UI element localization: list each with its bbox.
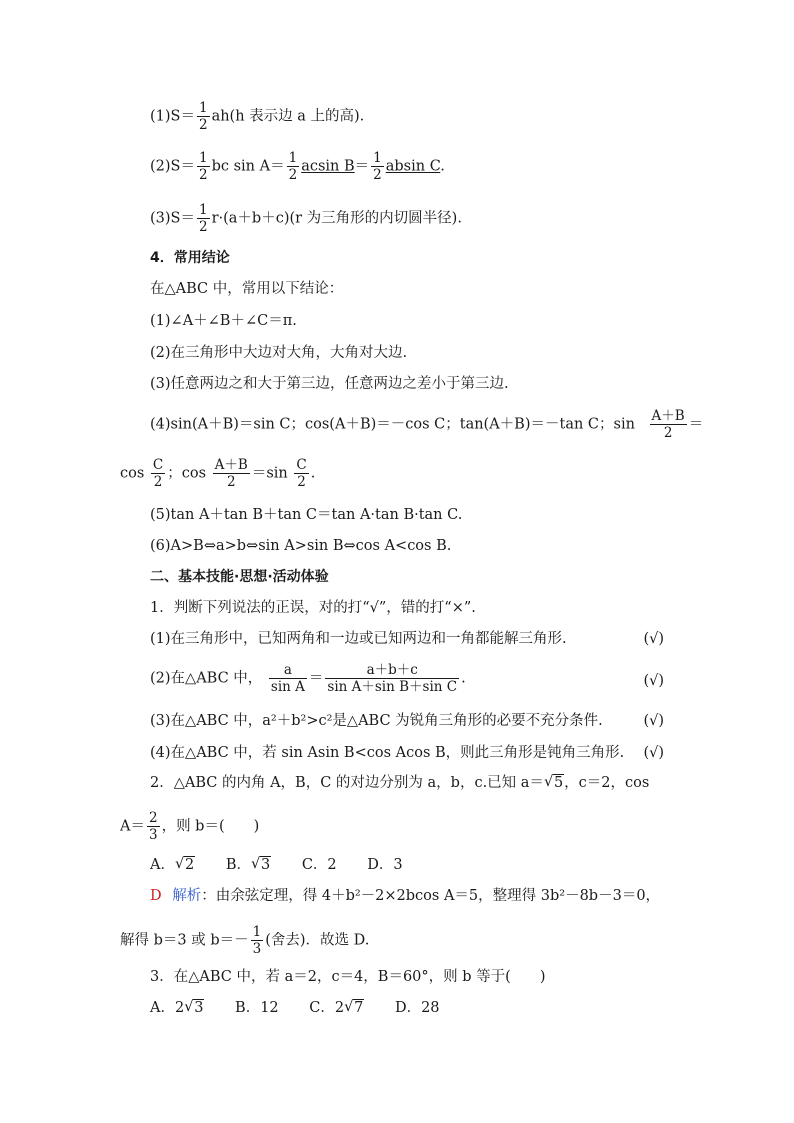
check-mark: (√) [643,713,664,729]
period: . [440,158,445,175]
conclusion-4 [150,408,703,441]
equals: ＝ [688,416,704,433]
formula-text: ；cos [167,465,207,482]
question-1-item-4: (4)在△ABC 中，若 sin Asin B<cos Acos B，则此三角形是钝角三角形. [150,745,625,761]
option-b[interactable]: B．√ 3 [226,857,271,873]
conclusion-3: (3)任意两边之和大于第三边，任意两边之差小于第三边. [150,376,509,392]
sqrt: √ 3 [184,998,204,1018]
check-mark: (√) [643,745,664,761]
option-c[interactable]: C．2 [301,857,337,873]
question-text: ，c＝2，cos [564,775,650,791]
formula-prefix: (1)S＝ [150,108,195,125]
option-a[interactable]: A．2√ 3 [150,1000,204,1016]
option-b[interactable]: B．12 [235,1000,279,1016]
fraction: $\frac{1}{2}$ [198,202,208,235]
conclusion-6: (6)A>B⇔a>b⇔sin A>sin B⇔cos A<cos B. [150,538,452,554]
question-2-solution-continued [120,924,369,957]
question-3-options [150,998,440,1018]
question-text: 2．△ABC 的内角 A，B，C 的对边分别为 a，b，c.已知 a＝ [150,775,544,791]
question-2-continued [120,810,259,843]
fraction: $\frac{a}{\text{sin A}}$ [270,662,305,695]
formula-text: ah(h 表示边 a 上的高). [211,108,365,125]
fraction: $\frac{A+B}{2}$ [214,457,248,490]
formula-text: absin C [385,158,441,175]
question-text: ，则 b＝( ) [161,818,260,835]
item-text: (2)在△ABC 中， [150,670,263,687]
question-2 [150,773,649,793]
sqrt: √ 5 [544,773,564,793]
question-1-item-1 [150,629,664,649]
fraction: $\frac{1}{2}$ [373,150,382,183]
analysis-label: 解析 [172,888,202,904]
conclusion-2: (2)在三角形中大边对大角，大角对大边. [150,345,408,361]
formula-text: bc sin A＝ [211,158,285,175]
paragraph: 在△ABC 中，常用以下结论： [150,281,344,297]
formula-prefix: (3)S＝ [150,210,195,227]
solution-text: (舍去)．故选 D. [265,932,370,949]
sqrt: √ 3 [251,855,271,875]
fraction: $\frac{1}{2}$ [288,150,298,183]
question-2-options [150,855,403,875]
check-mark: (√) [643,673,664,689]
fraction: $\frac{2}{3}$ [148,810,158,843]
option-d[interactable]: D．3 [367,857,403,873]
fraction: $\frac{A+B}{2}$ [651,408,685,441]
formula-text: (4)sin(A＋B)＝sin C；cos(A＋B)＝－cos C；tan(A＋B)＝－tan C；sin [150,416,635,433]
formula-area-1 [150,100,364,133]
solution-text: 解得 b＝3 或 b＝－ [120,932,249,949]
period: . [461,670,466,687]
fraction: $\frac{C}{2}$ [152,457,164,490]
sqrt: √ 7 [344,998,364,1018]
formula-text: ＝sin [251,465,288,482]
conclusion-5: (5)tan A＋tan B＋tan C＝tan A·tan B·tan C. [150,507,463,523]
formula-area-3 [150,202,462,235]
option-c[interactable]: C．2√ 7 [309,1000,364,1016]
fraction: $\frac{1}{2}$ [198,150,208,183]
equals: ＝ [354,158,370,175]
fraction: $\frac{1}{3}$ [252,924,262,957]
solution-text: ：由余弦定理，得 4＋b²－2×2bcos A＝5，整理得 3b²－8b－3＝0， [201,888,661,904]
fraction: $\frac{1}{2}$ [198,100,208,133]
formula-text: r·(a＋b＋c)(r 为三角形的内切圆半径). [211,210,462,227]
option-d[interactable]: D．28 [394,1000,440,1016]
item-text: (1)在三角形中，已知两角和一边或已知两边和一角都能解三角形. [150,631,567,647]
question-1-item-3: (3)在△ABC 中，a²＋b²>c²是△ABC 为锐角三角形的必要不充分条件. [150,713,603,729]
question-2-solution [150,886,660,906]
question-text: A＝ [120,818,145,835]
option-a[interactable]: A．√ 2 [150,857,195,873]
formula-area-2 [150,150,445,183]
conclusion-1: (1)∠A＋∠B＋∠C＝π. [150,313,297,329]
question-3: 3．在△ABC 中，若 a＝2，c＝4，B＝60°，则 b 等于( ) [150,969,546,985]
question-1: 1．判断下列说法的正误，对的打“√”，错的打“×”. [150,600,476,616]
check-mark: (√) [643,631,664,647]
fraction: $\frac{a+b+c}{\text{sin A＋sin B＋sin C}}$ [327,662,458,695]
question-1-item-2 [150,662,466,695]
sqrt: √ 2 [175,855,195,875]
fraction: $\frac{C}{2}$ [296,457,307,490]
section-heading: 4．常用结论 [150,250,230,266]
formula-prefix: (2)S＝ [150,158,195,175]
formula-text: cos [120,465,145,482]
section-heading-2: 二、基本技能·思想·活动体验 [150,569,329,585]
period: . [310,465,316,482]
conclusion-4-continued [120,457,315,490]
equals: ＝ [308,670,324,687]
answer-letter: D [150,888,162,904]
formula-text: acsin B [301,158,355,175]
